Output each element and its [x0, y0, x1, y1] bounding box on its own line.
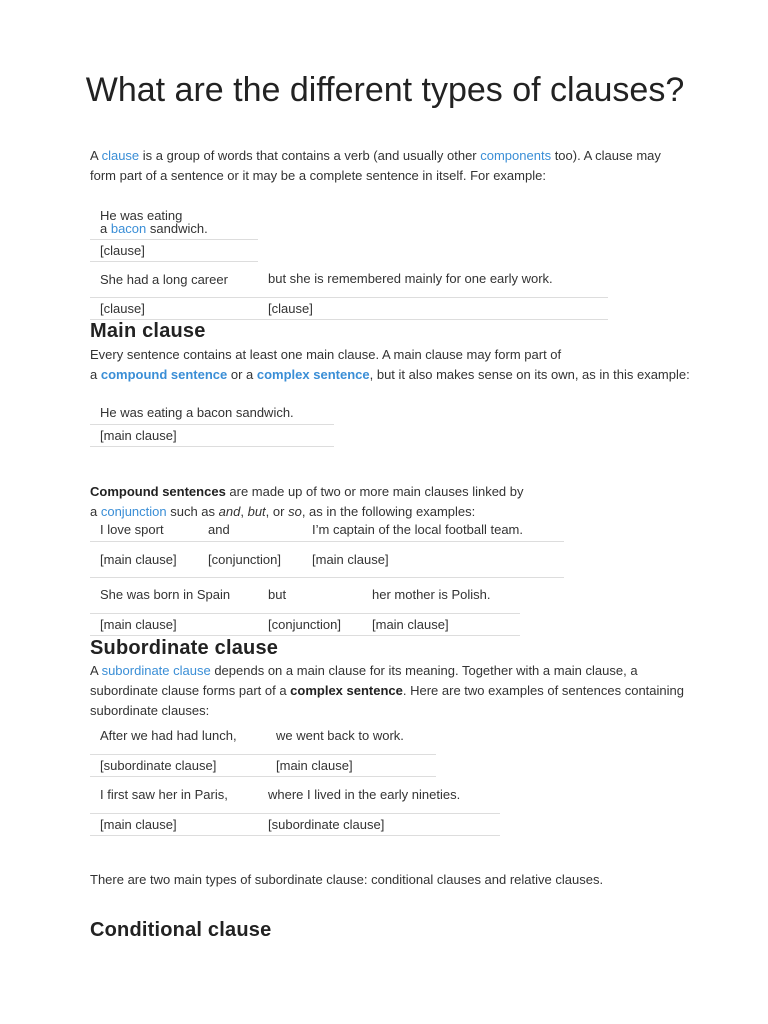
table-row [90, 239, 608, 261]
conjunction-link[interactable]: conjunction [100, 504, 167, 519]
table-cell: She had a long career [90, 261, 258, 297]
complex-sentence-term: complex sentence [290, 683, 403, 698]
complex-sentence-link[interactable]: complex sentence [256, 367, 370, 382]
table-row [90, 424, 334, 446]
table-cell: [main clause] [90, 613, 258, 635]
table-row [90, 613, 520, 635]
table-cell: [main clause] [90, 813, 258, 835]
clause-link[interactable]: clause [101, 148, 140, 163]
subordinate-example-table-2 [90, 777, 500, 836]
table-cell: [main clause] [90, 541, 198, 577]
bacon-link[interactable]: bacon [110, 220, 147, 236]
table-cell: her mother is Polish. [362, 577, 520, 613]
table-cell: After we had had lunch, [90, 718, 266, 754]
table-row [90, 813, 500, 835]
table-cell: She was born in Spain [90, 577, 258, 613]
compound-example-table-2 [90, 577, 520, 636]
main-clause-paragraph: Every sentence contains at least one main clause. A main clause may form part of a compound sentence or a complex sentence, but it also makes sense on its own, as in this example: [90, 347, 690, 382]
table-cell: [main clause] [266, 754, 436, 776]
conditional-clause-heading: Conditional clause [90, 919, 272, 941]
table-cell: He was eating a bacon sandwich. [90, 402, 334, 424]
table-row [90, 261, 608, 297]
table-row [90, 754, 436, 776]
table-row [90, 402, 334, 424]
page-title: What are the different types of clauses? [85, 71, 685, 109]
table-row [90, 777, 500, 813]
subordinate-paragraph: A subordinate clause depends on a main clause for its meaning. Together with a main clause, a subordinate clause forms part of a complex sentence. Here are two examples of sentences containing subordinate clauses: [90, 663, 684, 718]
components-link[interactable]: components [480, 148, 552, 163]
table-cell: [subordinate clause] [90, 754, 266, 776]
table-cell: I first saw her in Paris, [90, 777, 258, 813]
clause-example-table [90, 205, 608, 320]
table-cell: I love sport [90, 519, 198, 541]
table-cell: where I lived in the early nineties. [258, 777, 500, 813]
table-cell: [main clause] [362, 613, 520, 635]
subordinate-types-paragraph: There are two main types of subordinate clause: conditional clauses and relative clauses. [90, 872, 604, 887]
main-clause-heading: Main clause [90, 320, 206, 342]
table-row [90, 519, 564, 541]
table-cell: but [258, 577, 362, 613]
table-row [90, 541, 564, 577]
table-cell: [clause] [90, 239, 258, 261]
compound-sentences-term: Compound sentences [90, 484, 226, 499]
table-cell: He was eating a bacon sandwich. [90, 205, 258, 239]
table-cell: and [198, 519, 302, 541]
table-cell: we went back to work. [266, 718, 436, 754]
table-cell: [main clause] [90, 424, 334, 446]
compound-paragraph: Compound sentences are made up of two or more main clauses linked by a conjunction such as and, but, or so, as in the following examples: [90, 484, 524, 519]
main-clause-table [90, 402, 334, 447]
table-row [90, 297, 608, 319]
subordinate-clause-link[interactable]: subordinate clause [101, 663, 211, 678]
intro-paragraph: A clause is a group of words that contains a verb (and usually other components too). A clause may form part of a sentence or it may be a complete sentence in itself. For example: [90, 148, 661, 183]
table-cell: [main clause] [302, 541, 564, 577]
table-row [90, 718, 436, 754]
table-cell: [subordinate clause] [258, 813, 500, 835]
table-row [90, 205, 608, 239]
compound-sentence-link[interactable]: compound sentence [100, 367, 228, 382]
compound-example-table-1 [90, 519, 564, 578]
table-cell: [clause] [258, 297, 608, 319]
table-cell: but she is remembered mainly for one early work. [258, 261, 608, 297]
subordinate-clause-heading: Subordinate clause [90, 637, 279, 659]
table-cell: [clause] [90, 297, 258, 319]
subordinate-example-table-1 [90, 718, 436, 777]
table-cell: I’m captain of the local football team. [302, 519, 564, 541]
table-cell: [conjunction] [198, 541, 302, 577]
table-cell: [conjunction] [258, 613, 362, 635]
table-row [90, 577, 520, 613]
